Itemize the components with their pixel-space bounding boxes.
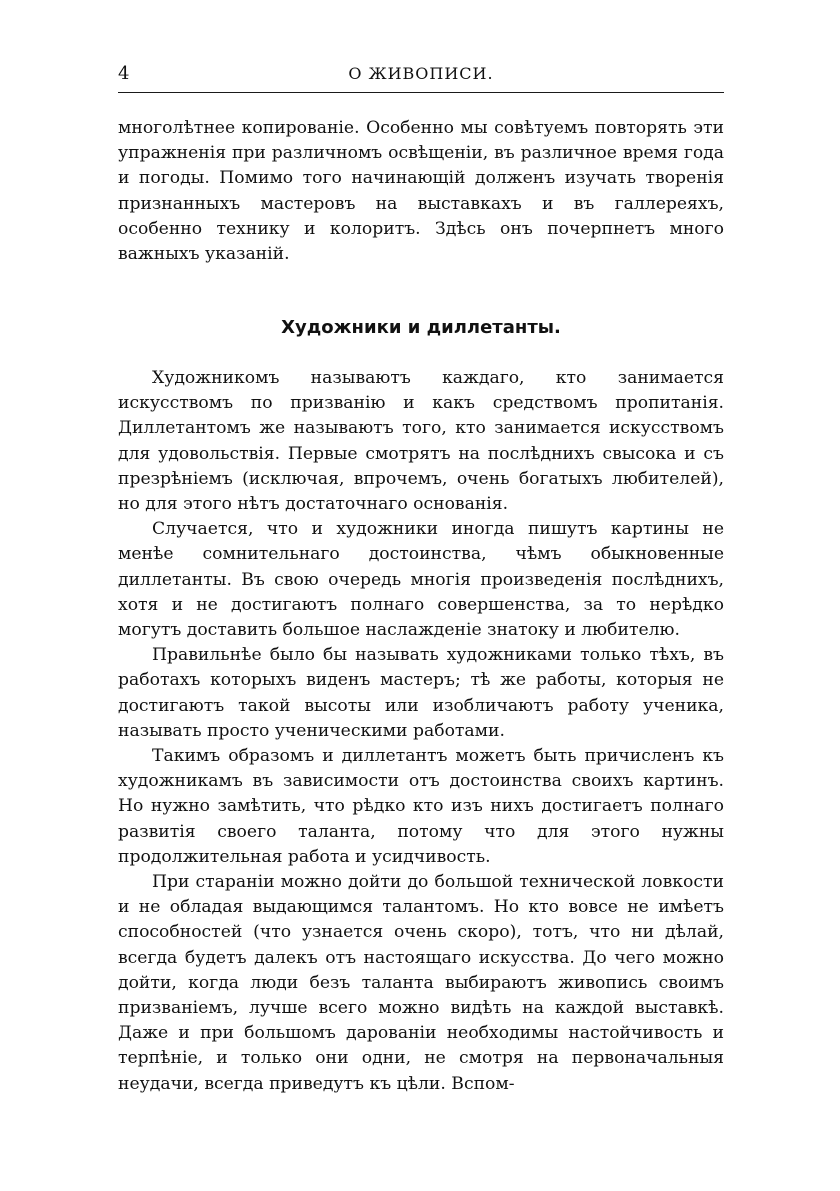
continuation-paragraph: многолѣтнее копированіе. Особенно мы совѣтуемъ повторять эти упражненія при различномъ освѣщеніи, въ различное время года и погоды. Помимо того начинающій долженъ изучать творенія признанныхъ мастеровъ на выставкахъ и въ галлереяхъ, особенно технику и колоритъ. Здѣсь онъ почерпнетъ много важныхъ указаній. [118, 118, 724, 265]
section-body [118, 366, 724, 1097]
running-title: О ЖИВОПИСИ. [348, 64, 494, 83]
page-header [118, 62, 724, 93]
paragraph: При стараніи можно дойти до большой технической ловкости и не обладая выдающимся талантомъ. Но кто вовсе не имѣетъ способностей (что узнается очень скоро), тотъ, что ни дѣлай, всегда будетъ далекъ отъ настоящаго искусства. До чего можно дойти, когда люди безъ таланта выбираютъ живопись своимъ призваніемъ, лучше всего можно видѣть на каждой выставкѣ. Даже и при большомъ дарованіи необходимы настойчивость и терпѣніе, и только они одни, не смотря на первоначальныя неудачи, всегда приведутъ къ цѣли. Вспом- [118, 872, 724, 1094]
section-title: Художники и диллетанты. [281, 317, 561, 338]
paragraph: Случается, что и художники иногда пишутъ картины не менѣе сомнительнаго достоинства, чѣмъ обыкновенные диллетанты. Въ свою очередь многія произведенія послѣднихъ, хотя и не достигаютъ полнаго совершенства, за то нерѣдко могутъ доставить большое наслажденіе знатоку и любителю. [118, 519, 724, 641]
page-number: 4 [118, 63, 130, 84]
paragraph: Такимъ образомъ и диллетантъ можетъ быть причисленъ къ художникамъ въ зависимости отъ достоинства своихъ картинъ. Но нужно замѣтить, что рѣдко кто изъ нихъ достигаетъ полнаго развитія своего таланта, потому что для этого нужны продолжительная работа и усидчивость. [118, 746, 724, 867]
paragraph: Художникомъ называютъ каждаго, кто занимается искусствомъ по призванію и какъ средствомъ пропитанія. Диллетантомъ же называютъ того, кто занимается искусствомъ для удовольствія. Первые смотрятъ на послѣднихъ свысока и съ презрѣніемъ (исключая, впрочемъ, очень богатыхъ любителей), но для этого нѣтъ достаточнаго основанія. [118, 368, 724, 515]
paragraph: Правильнѣе было бы называть художниками только тѣхъ, въ работахъ которыхъ виденъ мастеръ; тѣ же работы, которыя не достигаютъ такой высоты или изобличаютъ работу ученика, называть просто ученическими работами. [118, 645, 724, 741]
